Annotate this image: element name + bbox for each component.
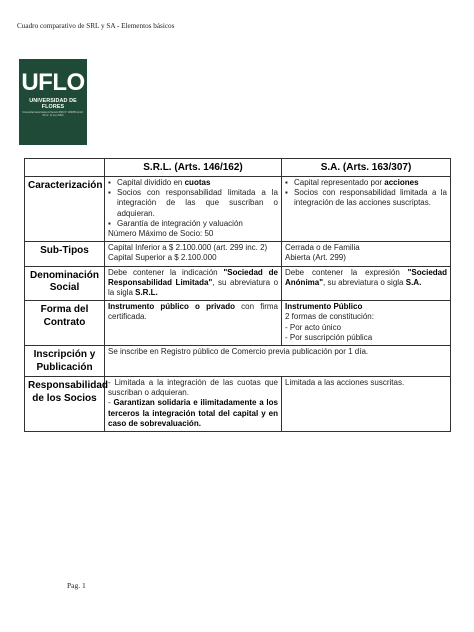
logo-fine-print: Universidad autorizada por Decreto PEN Nº 1308/95 del Art. 64 Inc. C) Ley 24521 xyxy=(22,112,84,117)
table-header-row xyxy=(25,159,451,177)
row-label-responsabilidad: Responsabilidad de los Socios xyxy=(25,377,105,432)
row-label-inscripcion: Inscripción y Publicación xyxy=(25,346,105,377)
row-label-forma: Forma del Contrato xyxy=(25,301,105,346)
cell-sa-responsabilidad: Limitada a las acciones suscritas. xyxy=(282,377,451,432)
cell-sa-caracterizacion xyxy=(282,177,451,242)
bullet-item: ▪ Garantía de integración y valuación xyxy=(108,219,278,229)
bullet-item: ▪ Capital dividido en cuotas xyxy=(108,178,278,188)
cell-sa-subtipos: Cerrada o de Familia Abierta (Art. 299) xyxy=(282,242,451,266)
cell-sa-denominacion: Debe contener la expresión "Sociedad Anónima", su abreviatura o sigla S.A. xyxy=(282,266,451,301)
uflo-logo xyxy=(19,59,87,145)
table-row xyxy=(25,266,451,301)
logo-subtitle: UNIVERSIDAD DE FLORES xyxy=(29,98,77,110)
comparison-table xyxy=(24,158,451,432)
table-row xyxy=(25,242,451,266)
cell-line: Número Máximo de Socio: 50 xyxy=(108,229,214,239)
document-header: Cuadro comparativo de SRL y SA - Elementos básicos xyxy=(17,22,175,30)
cell-srl-denominacion: Debe contener la indicación "Sociedad de Responsabilidad Limitada", su abreviatura o la sigla S.R.L. xyxy=(105,266,282,301)
header-cell-sa: S.A. (Arts. 163/307) xyxy=(282,159,451,177)
cell-srl-responsabilidad: - Limitada a la integración de las cuotas que suscriban o adquieran. - Garantizan solidaria e ilimitadamente a los terceros la integración total del capital y en caso de sobrevaluación. xyxy=(105,377,282,432)
page-number: Pag. 1 xyxy=(67,581,86,590)
logo-wordmark: UFLO xyxy=(21,69,85,96)
row-label-subtipos: Sub-Tipos xyxy=(25,242,105,266)
header-cell-empty xyxy=(25,159,105,177)
table-row xyxy=(25,301,451,346)
cell-sa-forma: Instrumento Público 2 formas de constitución: - Por acto único - Por suscripción pública xyxy=(282,301,451,346)
cell-srl-subtipos: Capital Inferior a $ 2.100.000 (art. 299 inc. 2) Capital Superior a $ 2.100.000 xyxy=(105,242,282,266)
cell-inscripcion: Se inscribe en Registro público de Comercio previa publicación por 1 día. xyxy=(105,346,451,377)
table-row xyxy=(25,377,451,432)
cell-srl-caracterizacion xyxy=(105,177,282,242)
row-label-denominacion: Denominación Social xyxy=(25,266,105,301)
header-cell-srl: S.R.L. (Arts. 146/162) xyxy=(105,159,282,177)
table-row xyxy=(25,346,451,377)
table-row xyxy=(25,177,451,242)
bullet-item: ▪ Socios con responsabilidad limitada a la integración de las que suscriban o adquieran. xyxy=(108,188,278,219)
row-label-caracterizacion: Caracterización xyxy=(25,177,105,242)
cell-srl-forma: Instrumento público o privado con firma certificada. xyxy=(105,301,282,346)
bullet-item: ▪ Capital representado por acciones xyxy=(285,178,447,188)
bullet-item: ▪ Socios con responsabilidad limitada a la integración de las acciones suscriptas. xyxy=(285,188,447,208)
